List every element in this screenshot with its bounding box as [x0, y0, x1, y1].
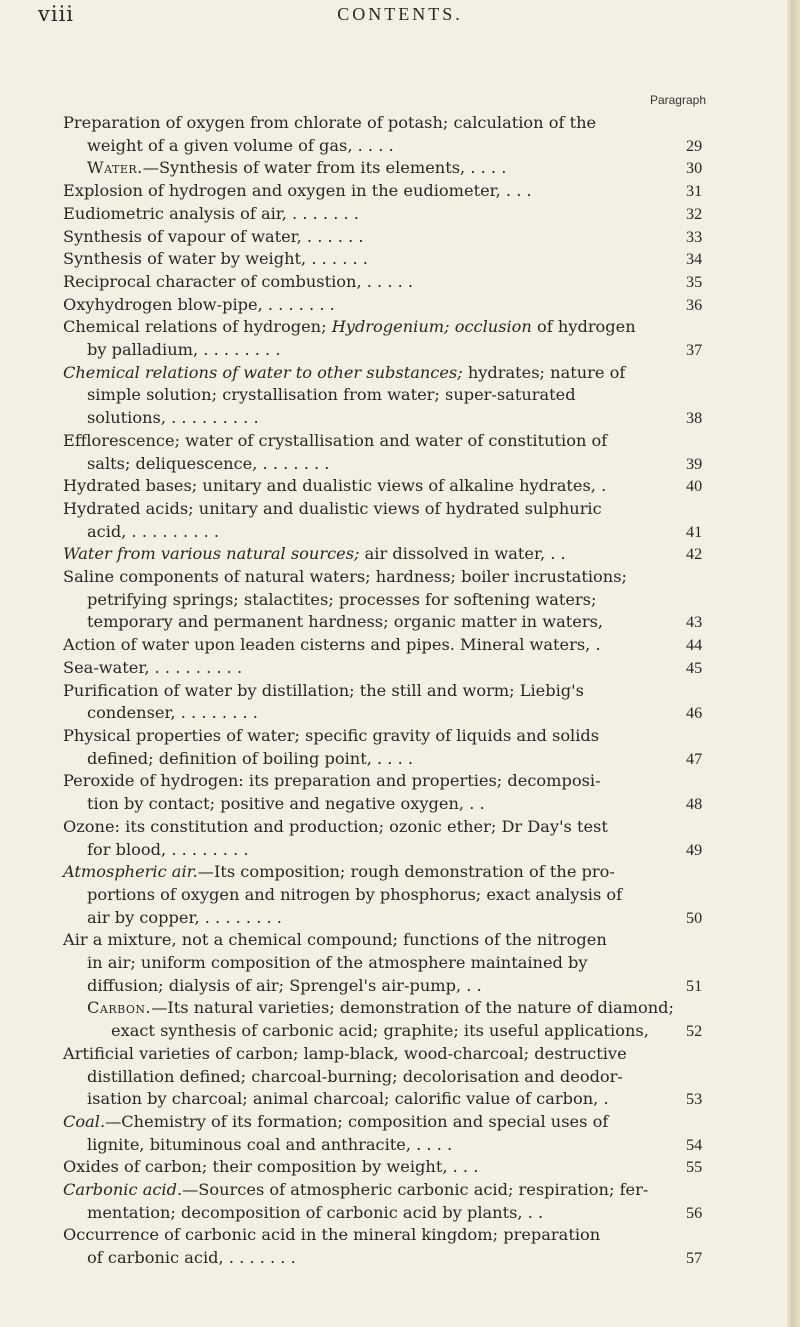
toc-entry-text: Efflorescence; water of crystallisation and water of constitution of [63, 430, 608, 450]
paragraph-number: 35 [686, 272, 703, 291]
toc-entry-line [63, 498, 690, 521]
toc-entry [0, 498, 703, 543]
toc-entry-text: defined; definition of boiling point, [87, 748, 372, 768]
dot-leader: . . . . [410, 1134, 453, 1154]
toc-entry-text: Synthesis of water by weight, [63, 249, 307, 269]
toc-entry-text: Carbon. [87, 998, 152, 1018]
paragraph-number: 46 [686, 704, 703, 723]
toc-entry-text: Explosion of hydrogen and oxygen in the eudiometer, [63, 181, 501, 201]
toc-entry-line [63, 657, 690, 680]
toc-entry-line [63, 611, 690, 634]
paragraph-number: 52 [686, 1022, 703, 1041]
toc-entry-line [63, 521, 690, 544]
toc-entry-line [87, 1020, 690, 1043]
toc-entry [0, 657, 703, 680]
toc-entry-text: Synthesis of vapour of water, [63, 226, 302, 246]
toc-entry-text: simple solution; crystallisation from water; super-saturated [87, 385, 576, 405]
toc-entry-line [63, 884, 690, 907]
column-label-paragraph: Paragraph [649, 93, 706, 107]
toc-entry-line [63, 112, 690, 135]
toc-entry-line [63, 1247, 690, 1270]
toc-entry-text: Chemical relations of hydrogen; [63, 317, 332, 337]
paragraph-number: 44 [686, 636, 703, 655]
toc-entry [0, 203, 703, 226]
toc-entry-text: solutions, [87, 408, 166, 428]
paragraph-number: 43 [686, 613, 703, 632]
toc-entry-line [63, 952, 690, 975]
toc-entry-line [63, 362, 690, 385]
dot-leader: . . . . [465, 158, 507, 178]
toc-entry [0, 316, 703, 361]
paragraph-number: 47 [686, 749, 703, 768]
toc-entry-text: of carbonic acid, [87, 1248, 224, 1268]
paragraph-number: 34 [686, 250, 703, 269]
toc-entry [0, 725, 703, 770]
toc-entry-line [63, 634, 690, 657]
toc-entry-line [63, 1043, 690, 1066]
toc-entry-text: Artificial varieties of carbon; lamp-black, wood-charcoal; destructive [63, 1043, 627, 1063]
toc-entry-line [63, 475, 690, 498]
toc-entry-line [63, 226, 690, 249]
toc-entry-line [63, 407, 690, 430]
dot-leader: . . . [447, 1157, 479, 1177]
toc-entry-line [63, 839, 690, 862]
dot-leader: . . [461, 975, 482, 995]
toc-entry-text: Coal. [63, 1111, 106, 1131]
toc-entry [0, 112, 703, 157]
toc-entry-line [63, 384, 690, 407]
paragraph-number: 51 [686, 976, 703, 995]
toc-entry-text: air by copper, [87, 907, 200, 927]
toc-entry-text: Peroxide of hydrogen: its preparation and properties; decomposi- [63, 771, 601, 791]
toc-entry [0, 680, 703, 725]
dot-leader: . . . . . [361, 271, 414, 291]
dot-leader: . . . . . . . . [175, 703, 258, 723]
toc-entry [0, 1224, 703, 1269]
dot-leader: . . [545, 544, 566, 564]
toc-entry-text: —Its natural varieties; demonstration of the nature of diamond; [151, 998, 675, 1018]
toc-entry [0, 1156, 703, 1179]
toc-entry-text: —Chemistry of its formation; composition and special uses of [105, 1111, 609, 1131]
toc-entry-line [87, 997, 690, 1020]
paragraph-number: 33 [686, 227, 703, 246]
paragraph-number: 53 [686, 1090, 703, 1109]
toc-entry-line [63, 203, 690, 226]
toc-entry-line [63, 294, 690, 317]
toc-entry-line [63, 1202, 690, 1225]
toc-entry-text: portions of oxygen and nitrogen by phosphorus; exact analysis of [87, 884, 623, 904]
toc-entry-line [63, 248, 690, 271]
toc-entry-text: isation by charcoal; animal charcoal; calorific value of carbon, . [87, 1089, 609, 1109]
paragraph-number: 49 [686, 840, 703, 859]
toc-entry-text: Saline components of natural waters; hardness; boiler incrustations; [63, 567, 627, 587]
paragraph-number: 30 [686, 159, 703, 178]
toc-entry-text: Eudiometric analysis of air, [63, 203, 287, 223]
dot-leader: . . [464, 794, 485, 814]
page-number: viii [38, 2, 75, 26]
toc-entry-text: Carbonic acid. [63, 1180, 183, 1200]
toc-entry-line [63, 861, 690, 884]
dot-leader: . . . . . . . [223, 1248, 296, 1268]
paragraph-number: 45 [686, 658, 703, 677]
dot-leader: . . . . . . . [286, 203, 359, 223]
toc-entry-text: Hydrated acids; unitary and dualistic views of hydrated sulphuric [63, 498, 602, 518]
dot-leader: . . . . . . . . [199, 907, 282, 927]
toc-entry-text: for blood, [87, 839, 167, 859]
toc-entry-text: exact synthesis of carbonic acid; graphite; its useful applications, [111, 1021, 649, 1041]
toc-entry-line [63, 1066, 690, 1089]
toc-entry-text: hydrates; nature of [462, 362, 626, 382]
toc-entry-line [63, 770, 690, 793]
toc-entry-line [63, 793, 690, 816]
toc-entry-text: lignite, bituminous coal and anthracite, [87, 1134, 411, 1154]
dot-leader: . . . . . . . . . [149, 657, 243, 677]
paragraph-number: 37 [686, 341, 703, 360]
paragraph-number: 32 [686, 204, 703, 223]
toc-entry-line [63, 748, 690, 771]
toc-entry-text: salts; deliquescence, [87, 453, 258, 473]
toc-entry-line [63, 680, 690, 703]
toc-entry-text: Sea-water, [63, 657, 150, 677]
toc-entry-text: Purification of water by distillation; the still and worm; Liebig's [63, 680, 584, 700]
toc-entry-line [63, 339, 690, 362]
toc-entry-text: Oxyhydrogen blow-pipe, [63, 294, 263, 314]
toc-entry-text: —Sources of atmospheric carbonic acid; respiration; fer- [182, 1180, 649, 1200]
dot-leader: . . [522, 1202, 544, 1222]
toc-entry-line [63, 1088, 690, 1111]
table-of-contents [0, 112, 800, 1270]
toc-entry-text: acid, [87, 521, 127, 541]
toc-entry [0, 543, 703, 566]
paragraph-number: 48 [686, 795, 703, 814]
dot-leader: . . . . . . . . [166, 839, 249, 859]
toc-entry-line [63, 566, 690, 589]
toc-entry-line [63, 430, 690, 453]
toc-entry [0, 634, 703, 657]
dot-leader: . . . . . . . [262, 294, 335, 314]
page-edge [786, 0, 800, 1327]
dot-leader: . . . . [371, 748, 414, 768]
toc-entry-text: distillation defined; charcoal-burning; decolorisation and deodor- [87, 1066, 623, 1086]
toc-entry-line [63, 1111, 690, 1134]
toc-entry [0, 1111, 703, 1156]
dot-leader: . . . . [352, 135, 394, 155]
toc-entry-text: weight of a given volume of gas, [87, 135, 353, 155]
paragraph-number: 36 [686, 295, 703, 314]
toc-entry [0, 770, 703, 815]
toc-entry-text: —Synthesis of water from its elements, [142, 158, 466, 178]
toc-entry [0, 816, 703, 861]
toc-entry [0, 180, 703, 203]
toc-entry-text: air dissolved in water, [359, 544, 546, 564]
dot-leader: . . . . . . . [257, 453, 330, 473]
toc-entry-text: Chemical relations of water to other substances; [63, 362, 463, 382]
paragraph-number: 57 [686, 1249, 703, 1268]
toc-entry-text: Physical properties of water; specific gravity of liquids and solids [63, 725, 600, 745]
toc-entry-text: of hydrogen [531, 317, 636, 337]
paragraph-number: 56 [686, 1203, 703, 1222]
toc-entry [0, 248, 703, 271]
toc-entry-text: tion by contact; positive and negative oxygen, [87, 794, 465, 814]
toc-entry-line [63, 929, 690, 952]
toc-entry-text: diffusion; dialysis of air; Sprengel's air-pump, [87, 975, 462, 995]
toc-entry-text: mentation; decomposition of carbonic acid by plants, [87, 1202, 523, 1222]
toc-entry-line [63, 543, 690, 566]
toc-entry-line [63, 1224, 690, 1247]
toc-entry-text: Preparation of oxygen from chlorate of potash; calculation of the [63, 113, 597, 132]
toc-entry-line [63, 271, 690, 294]
toc-entry-text: Reciprocal character of combustion, [63, 271, 362, 291]
toc-entry [0, 861, 703, 929]
toc-entry-text: Occurrence of carbonic acid in the mineral kingdom; preparation [63, 1225, 601, 1245]
toc-entry-text: by palladium, [87, 340, 199, 360]
toc-entry-line [63, 180, 690, 203]
toc-entry-line [63, 1179, 690, 1202]
dot-leader: . . . [500, 181, 532, 201]
toc-entry-line [63, 725, 690, 748]
toc-entry [0, 1043, 703, 1111]
toc-entry-text: Water from various natural sources; [63, 544, 360, 564]
paragraph-number: 41 [686, 522, 703, 541]
toc-entry [0, 566, 703, 634]
toc-entry-line [63, 907, 690, 930]
toc-entry-text: Action of water upon leaden cisterns and pipes. Mineral waters, . [63, 635, 601, 655]
toc-entry [0, 226, 703, 249]
toc-entry-line [63, 975, 690, 998]
dot-leader: . . . . . . . . [198, 340, 281, 360]
toc-entry [0, 271, 703, 294]
running-title: CONTENTS. [337, 4, 463, 24]
toc-entry [0, 475, 703, 498]
toc-entry-line [63, 1134, 690, 1157]
toc-entry-text: condenser, [87, 703, 176, 723]
toc-entry [0, 929, 703, 997]
paragraph-number: 54 [686, 1135, 703, 1154]
toc-entry-text: petrifying springs; stalactites; processes for softening waters; [87, 589, 597, 609]
toc-entry [0, 157, 703, 180]
paragraph-number: 50 [686, 908, 703, 927]
paragraph-number: 40 [686, 477, 703, 496]
toc-entry-line [63, 589, 690, 612]
dot-leader: . . . . . . [306, 249, 368, 269]
toc-entry [0, 430, 703, 475]
toc-entry-text: Atmospheric air. [63, 862, 198, 882]
toc-entry-line [63, 816, 690, 839]
toc-entry [0, 1179, 703, 1224]
toc-entry [0, 997, 703, 1042]
paragraph-number: 29 [686, 136, 703, 155]
dot-leader: . . . . . . [301, 226, 364, 246]
paragraph-number: 39 [686, 454, 703, 473]
toc-entry-text: Oxides of carbon; their composition by weight, [63, 1157, 448, 1177]
toc-entry-text: Hydrogenium; occlusion [331, 317, 532, 337]
toc-entry-text: Water. [87, 158, 143, 178]
toc-entry-line [63, 135, 690, 158]
toc-entry-text: Ozone: its constitution and production; ozonic ether; Dr Day's test [63, 816, 608, 836]
toc-entry-text: Hydrated bases; unitary and dualistic views of alkaline hydrates, . [63, 476, 607, 496]
toc-entry-line [63, 702, 690, 725]
paragraph-number: 31 [686, 182, 703, 201]
paragraph-number: 42 [686, 545, 703, 564]
toc-entry-line [63, 1156, 690, 1179]
toc-entry-text: —Its composition; rough demonstration of the pro- [197, 862, 615, 882]
paragraph-number: 38 [686, 409, 703, 428]
paragraph-number: 55 [686, 1158, 703, 1177]
toc-entry-line [87, 157, 690, 180]
toc-entry-text: Air a mixture, not a chemical compound; functions of the nitrogen [63, 930, 607, 950]
toc-entry-text: temporary and permanent hardness; organic matter in waters, [87, 612, 604, 632]
toc-entry-text: in air; uniform composition of the atmosphere maintained by [87, 953, 588, 973]
toc-entry [0, 294, 703, 317]
toc-entry [0, 362, 703, 430]
dot-leader: . . . . . . . . . [126, 521, 220, 541]
page-header [0, 2, 800, 30]
toc-entry-line [63, 316, 690, 339]
dot-leader: . . . . . . . . . [165, 408, 259, 428]
toc-entry-line [63, 453, 690, 476]
